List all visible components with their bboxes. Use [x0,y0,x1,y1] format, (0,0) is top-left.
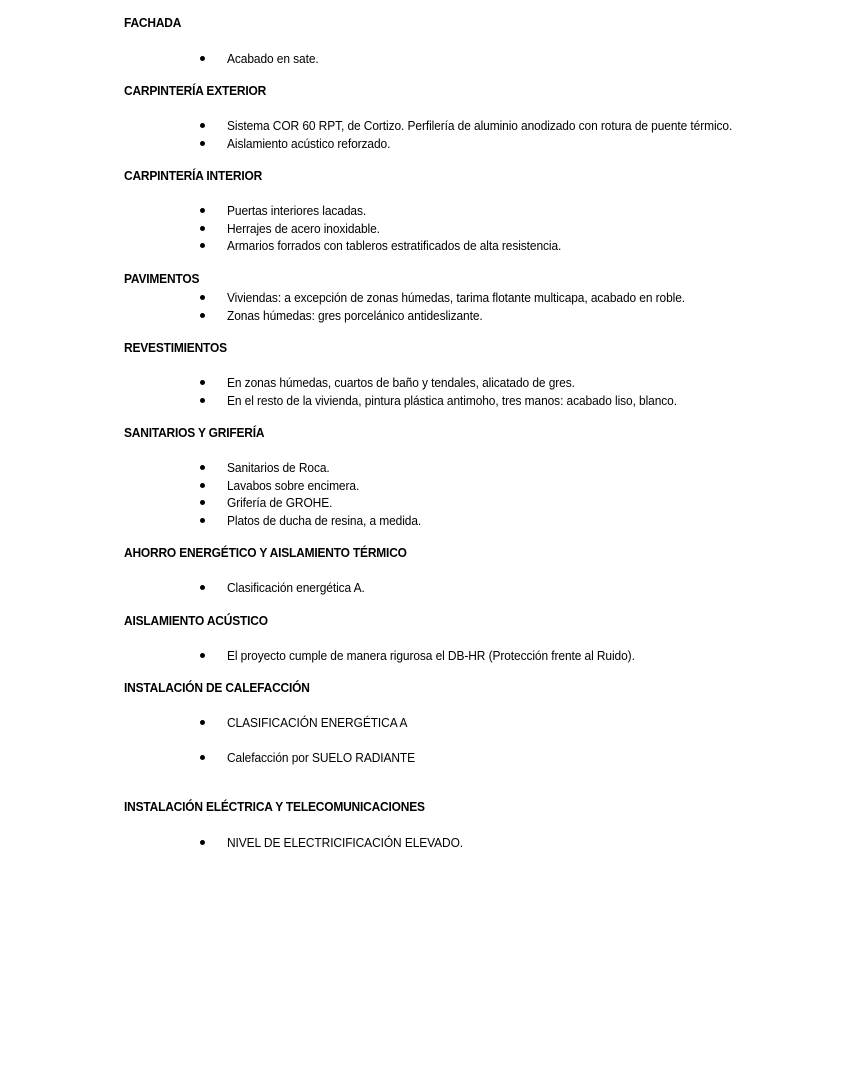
bullet-icon [200,226,205,231]
list-item-text: Acabado en sate. [227,51,319,66]
section-heading-ahorro-energetico: AHORRO ENERGÉTICO Y AISLAMIENTO TÉRMICO [124,545,407,560]
section-heading-fachada: FACHADA [124,15,182,30]
section-heading-carpinteria-exterior: CARPINTERÍA EXTERIOR [124,83,267,98]
section-heading-pavimentos: PAVIMENTOS [124,271,200,286]
list-item-text: Puertas interiores lacadas. [227,203,367,218]
bullet-icon [200,483,205,488]
section-heading-electrica-telecomunicaciones: INSTALACIÓN ELÉCTRICA Y TELECOMUNICACIONES [124,799,425,814]
list-item-text: El proyecto cumple de manera rigurosa el DB-HR (Protección frente al Ruido). [227,648,635,663]
bullet-icon [200,465,205,470]
bullet-icon [200,141,205,146]
bullet-icon [200,208,205,213]
list-item-text: Grifería de GROHE. [227,495,333,510]
list-item-text: Platos de ducha de resina, a medida. [227,513,422,528]
bullet-icon [200,295,205,300]
bullet-icon [200,585,205,590]
bullet-icon [200,398,205,403]
list-item-text: Zonas húmedas: gres porcelánico antideslizante. [227,308,483,323]
list-item-text: Herrajes de acero inoxidable. [227,221,380,236]
bullet-icon [200,313,205,318]
section-heading-aislamiento-acustico: AISLAMIENTO ACÚSTICO [124,613,268,628]
list-item-text: Armarios forrados con tableros estratificados de alta resistencia. [227,238,562,253]
list-item-text: NIVEL DE ELECTRICIFICACIÓN ELEVADO. [227,835,464,850]
section-heading-sanitarios-griferia: SANITARIOS Y GRIFERÍA [124,425,265,440]
bullet-icon [200,720,205,725]
list-item-text: En zonas húmedas, cuartos de baño y tendales, alicatado de gres. [227,375,575,390]
list-item-text: Viviendas: a excepción de zonas húmedas, tarima flotante multicapa, acabado en roble. [227,290,686,305]
section-heading-carpinteria-interior: CARPINTERÍA INTERIOR [124,168,263,183]
bullet-icon [200,123,205,128]
list-item-text: Aislamiento acústico reforzado. [227,136,391,151]
bullet-icon [200,518,205,523]
bullet-icon [200,500,205,505]
list-item-text: Sanitarios de Roca. [227,460,330,475]
list-item-text: Calefacción por SUELO RADIANTE [227,750,416,765]
bullet-icon [200,840,205,845]
bullet-icon [200,56,205,61]
section-heading-calefaccion: INSTALACIÓN DE CALEFACCIÓN [124,680,310,695]
bullet-icon [200,755,205,760]
list-item-text: Sistema COR 60 RPT, de Cortizo. Perfilería de aluminio anodizado con rotura de puente térmico. [227,118,733,133]
section-heading-revestimientos: REVESTIMIENTOS [124,340,227,355]
list-item-text: Clasificación energética A. [227,580,365,595]
list-item-text: Lavabos sobre encimera. [227,478,360,493]
bullet-icon [200,243,205,248]
bullet-icon [200,653,205,658]
bullet-icon [200,380,205,385]
list-item-text: En el resto de la vivienda, pintura plástica antimoho, tres manos: acabado liso, blanco. [227,393,677,408]
list-item-text: CLASIFICACIÓN ENERGÉTICA A [227,715,408,730]
